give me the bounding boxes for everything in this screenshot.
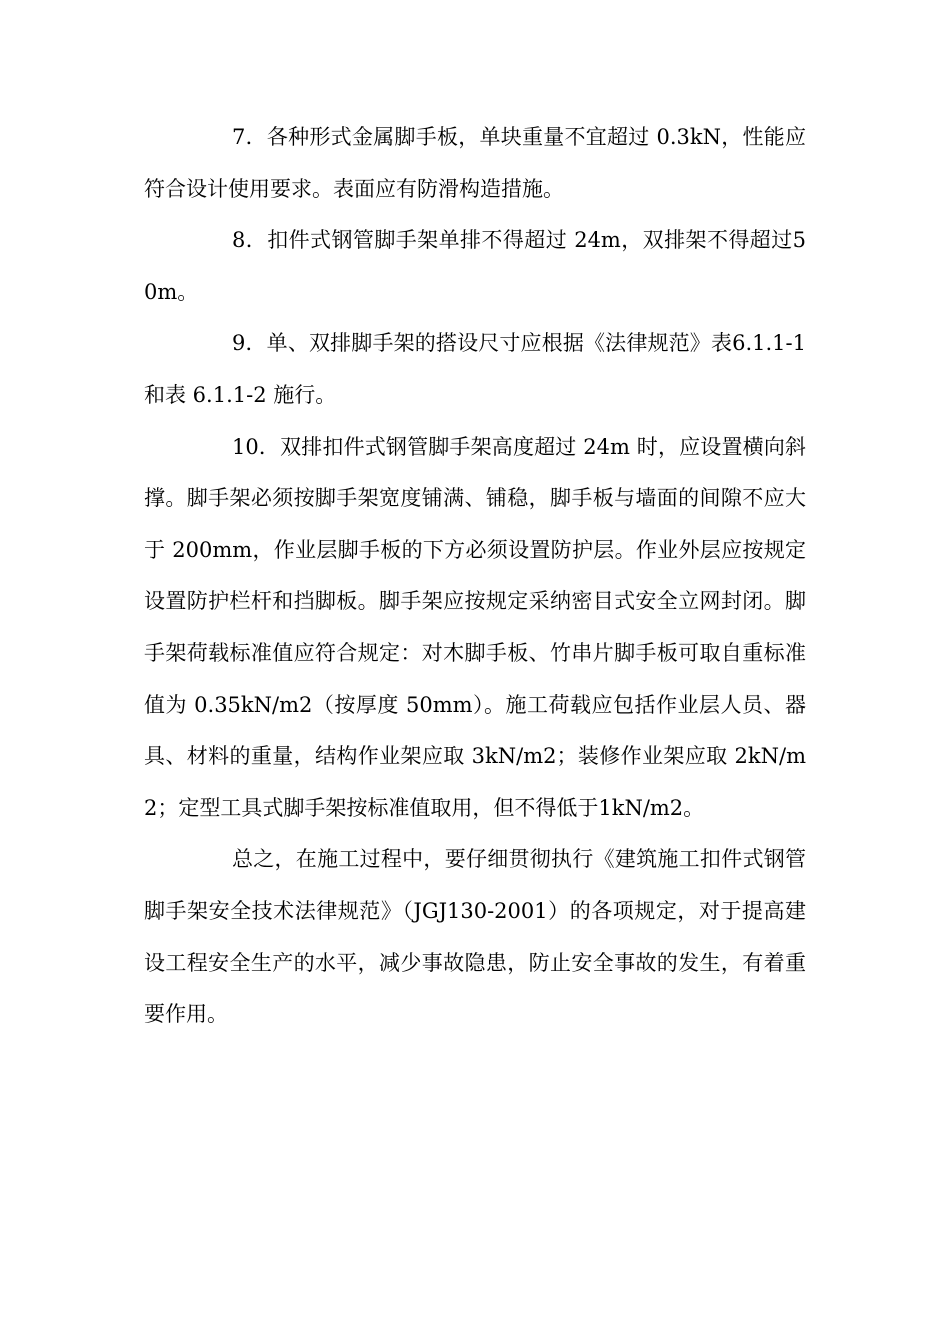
paragraph-item-7: 7．各种形式金属脚手板，单块重量不宜超过 0.3kN，性能应符合设计使用要求。表面应有防滑构造措施。 — [144, 125, 806, 201]
paragraph-item-9: 9．单、双排脚手架的搭设尺寸应根据《法律规范》表6.1.1-1 和表 6.1.1-2 施行。 — [144, 331, 806, 407]
paragraph-summary: 总之，在施工过程中，要仔细贯彻执行《建筑施工扣件式钢管脚手架安全技术法律规范》（JGJ130-2001）的各项规定，对于提高建设工程安全生产的水平，减少事故隐患，防止安全事故的发生，有着重要作用。 — [144, 847, 806, 1027]
paragraph-item-8: 8．扣件式钢管脚手架单排不得超过 24m，双排架不得超过50m。 — [144, 228, 806, 304]
paragraph-item-10: 10．双排扣件式钢管脚手架高度超过 24m 时，应设置横向斜撑。脚手架必须按脚手架宽度铺满、铺稳，脚手板与墙面的间隙不应大于 200mm，作业层脚手板的下方必须设置防护层。作业外层应按规定设置防护栏杆和挡脚板。脚手架应按规定采纳密目式安全立网封闭。脚手架荷载标准值应符合规定：对木脚手板、竹串片脚手板可取自重标准值为 0.35kN/m2（按厚度 50mm）。施工荷载应包括作业层人员、器具、材料的重量，结构作业架应取 3kN/m2；装修作业架应取 2kN/m2；定型工具式脚手架按标准值取用，但不得低于1kN/m2。 — [144, 434, 806, 820]
document-body — [144, 112, 806, 1041]
